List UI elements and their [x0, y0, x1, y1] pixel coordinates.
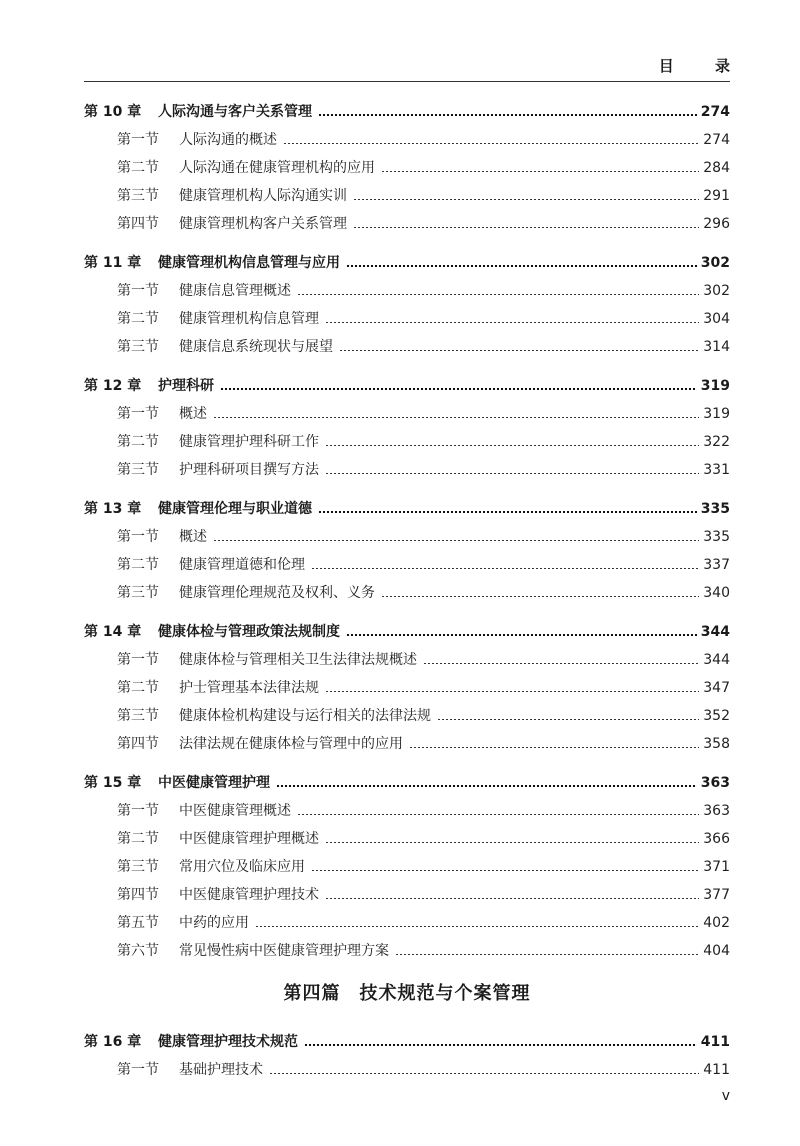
section-number: 第一节: [117, 529, 159, 545]
chapter-page: 274: [700, 104, 730, 120]
section-page: 335: [703, 529, 730, 545]
section-entry[interactable]: [84, 456, 730, 484]
chapter-block: [84, 618, 730, 758]
section-page: 274: [703, 132, 730, 148]
section-page: 322: [703, 434, 730, 450]
section-page: 302: [703, 283, 730, 299]
section-title: 中医健康管理护理概述: [179, 831, 319, 847]
section-number: 第一节: [117, 803, 159, 819]
dot-leader: [353, 199, 699, 200]
dot-leader: [311, 870, 699, 871]
dot-leader: [325, 842, 699, 843]
section-number: 第三节: [117, 462, 159, 478]
chapter-entry[interactable]: [84, 372, 730, 400]
section-title: 护士管理基本法律法规: [179, 680, 319, 696]
chapter-page: 344: [700, 624, 730, 640]
section-page: 304: [703, 311, 730, 327]
section-number: 第三节: [117, 708, 159, 724]
section-entry[interactable]: [84, 400, 730, 428]
section-entry[interactable]: [84, 853, 730, 881]
section-number: 第三节: [117, 188, 159, 204]
dot-leader: [325, 898, 699, 899]
section-entry[interactable]: [84, 1056, 730, 1084]
section-title: 中药的应用: [179, 915, 249, 931]
section-entry[interactable]: [84, 730, 730, 758]
chapter-page: 319: [700, 378, 730, 394]
section-number: 第二节: [117, 311, 159, 327]
section-number: 第六节: [117, 943, 159, 959]
chapter-page: 302: [700, 255, 730, 271]
dot-leader: [213, 540, 699, 541]
section-number: 第二节: [117, 434, 159, 450]
section-entry[interactable]: [84, 305, 730, 333]
chapter-number: 第 12 章: [84, 378, 142, 394]
chapter-title: 护理科研: [158, 378, 214, 394]
section-page: 331: [703, 462, 730, 478]
section-title: 健康管理伦理规范及权利、义务: [179, 585, 375, 601]
chapter-title: 健康管理伦理与职业道德: [158, 501, 312, 517]
chapter-page: 411: [700, 1034, 730, 1050]
table-of-contents: [84, 98, 730, 1095]
chapter-title: 健康体检与管理政策法规制度: [158, 624, 340, 640]
section-title: 中医健康管理护理技术: [179, 887, 319, 903]
dot-leader: [220, 388, 697, 391]
section-page: 377: [703, 887, 730, 903]
section-number: 第二节: [117, 680, 159, 696]
section-entry[interactable]: [84, 579, 730, 607]
dot-leader: [304, 1044, 697, 1047]
dot-leader: [318, 114, 697, 117]
dot-leader: [297, 294, 699, 295]
chapter-title: 人际沟通与客户关系管理: [158, 104, 312, 120]
section-number: 第四节: [117, 736, 159, 752]
header-rule: [84, 81, 730, 82]
section-page: 319: [703, 406, 730, 422]
dot-leader: [213, 417, 699, 418]
dot-leader: [297, 814, 699, 815]
chapter-block: [84, 495, 730, 607]
chapter-title: 中医健康管理护理: [158, 775, 270, 791]
section-title: 健康管理道德和伦理: [179, 557, 305, 573]
section-title: 健康管理护理科研工作: [179, 434, 319, 450]
section-page: 314: [703, 339, 730, 355]
section-entry[interactable]: [84, 909, 730, 937]
section-number: 第二节: [117, 557, 159, 573]
dot-leader: [346, 634, 697, 637]
chapter-number: 第 11 章: [84, 255, 142, 271]
section-page: 404: [703, 943, 730, 959]
section-number: 第一节: [117, 1062, 159, 1078]
section-page: 363: [703, 803, 730, 819]
section-entry[interactable]: [84, 277, 730, 305]
section-entry[interactable]: [84, 182, 730, 210]
dot-leader: [311, 568, 699, 569]
section-entry[interactable]: [84, 825, 730, 853]
chapter-number: 第 13 章: [84, 501, 142, 517]
section-page: 347: [703, 680, 730, 696]
dot-leader: [325, 473, 699, 474]
section-title: 概述: [179, 529, 207, 545]
section-title: 健康信息系统现状与展望: [179, 339, 333, 355]
page-number: v: [721, 1088, 730, 1104]
chapter-entry[interactable]: [84, 249, 730, 277]
section-number: 第二节: [117, 160, 159, 176]
section-entry[interactable]: [84, 154, 730, 182]
chapter-entry[interactable]: [84, 98, 730, 126]
section-number: 第三节: [117, 585, 159, 601]
dot-leader: [283, 143, 699, 144]
section-number: 第五节: [117, 915, 159, 931]
section-title: 人际沟通的概述: [179, 132, 277, 148]
section-page: 340: [703, 585, 730, 601]
section-number: 第一节: [117, 132, 159, 148]
dot-leader: [339, 350, 699, 351]
section-number: 第一节: [117, 283, 159, 299]
chapter-title: 健康管理护理技术规范: [158, 1034, 298, 1050]
section-page: 291: [703, 188, 730, 204]
section-entry[interactable]: [84, 126, 730, 154]
section-title: 健康管理机构信息管理: [179, 311, 319, 327]
section-page: 371: [703, 859, 730, 875]
section-entry[interactable]: [84, 646, 730, 674]
section-entry[interactable]: [84, 551, 730, 579]
dot-leader: [381, 171, 699, 172]
section-page: 337: [703, 557, 730, 573]
section-title: 常用穴位及临床应用: [179, 859, 305, 875]
dot-leader: [269, 1073, 699, 1074]
section-title: 健康信息管理概述: [179, 283, 291, 299]
dot-leader: [395, 954, 699, 955]
section-page: 411: [703, 1062, 730, 1078]
section-title: 护理科研项目撰写方法: [179, 462, 319, 478]
dot-leader: [325, 691, 699, 692]
section-page: 296: [703, 216, 730, 232]
dot-leader: [423, 663, 699, 664]
chapter-block: [84, 769, 730, 965]
chapter-number: 第 10 章: [84, 104, 142, 120]
dot-leader: [409, 747, 699, 748]
section-number: 第一节: [117, 652, 159, 668]
section-title: 人际沟通在健康管理机构的应用: [179, 160, 375, 176]
chapter-page: 335: [700, 501, 730, 517]
section-entry[interactable]: [84, 210, 730, 238]
section-title: 常见慢性病中医健康管理护理方案: [179, 943, 389, 959]
chapter-block: [84, 98, 730, 238]
chapter-block: [84, 249, 730, 361]
section-page: 358: [703, 736, 730, 752]
chapter-entry[interactable]: [84, 495, 730, 523]
section-title: 健康管理机构客户关系管理: [179, 216, 347, 232]
dot-leader: [437, 719, 699, 720]
dot-leader: [381, 596, 699, 597]
section-page: 402: [703, 915, 730, 931]
section-page: 366: [703, 831, 730, 847]
section-entry[interactable]: [84, 523, 730, 551]
section-entry[interactable]: [84, 881, 730, 909]
dot-leader: [325, 445, 699, 446]
chapter-number: 第 15 章: [84, 775, 142, 791]
section-entry[interactable]: [84, 797, 730, 825]
section-entry[interactable]: [84, 937, 730, 965]
dot-leader: [346, 265, 697, 268]
chapter-page: 363: [700, 775, 730, 791]
section-number: 第三节: [117, 339, 159, 355]
chapter-block: [84, 1028, 730, 1084]
chapter-number: 第 14 章: [84, 624, 142, 640]
section-number: 第四节: [117, 216, 159, 232]
dot-leader: [325, 322, 699, 323]
section-number: 第二节: [117, 831, 159, 847]
section-page: 352: [703, 708, 730, 724]
section-entry[interactable]: [84, 428, 730, 456]
chapter-title: 健康管理机构信息管理与应用: [158, 255, 340, 271]
running-header-title: 目 录: [658, 57, 748, 75]
section-number: 第三节: [117, 859, 159, 875]
section-title: 健康管理机构人际沟通实训: [179, 188, 347, 204]
section-title: 健康体检机构建设与运行相关的法律法规: [179, 708, 431, 724]
dot-leader: [255, 926, 699, 927]
section-number: 第四节: [117, 887, 159, 903]
chapter-number: 第 16 章: [84, 1034, 142, 1050]
section-entry[interactable]: [84, 702, 730, 730]
chapter-entry[interactable]: [84, 618, 730, 646]
dot-leader: [318, 511, 697, 514]
section-title: 健康体检与管理相关卫生法律法规概述: [179, 652, 417, 668]
part-title: 第四篇 技术规范与个案管理: [283, 983, 531, 1004]
chapter-entry[interactable]: [84, 1028, 730, 1056]
section-entry[interactable]: [84, 674, 730, 702]
section-page: 284: [703, 160, 730, 176]
section-number: 第一节: [117, 406, 159, 422]
section-title: 基础护理技术: [179, 1062, 263, 1078]
section-title: 概述: [179, 406, 207, 422]
section-page: 344: [703, 652, 730, 668]
dot-leader: [353, 227, 699, 228]
chapter-block: [84, 372, 730, 484]
section-entry[interactable]: [84, 333, 730, 361]
chapter-entry[interactable]: [84, 769, 730, 797]
section-title: 中医健康管理概述: [179, 803, 291, 819]
dot-leader: [276, 785, 697, 788]
section-title: 法律法规在健康体检与管理中的应用: [179, 736, 403, 752]
